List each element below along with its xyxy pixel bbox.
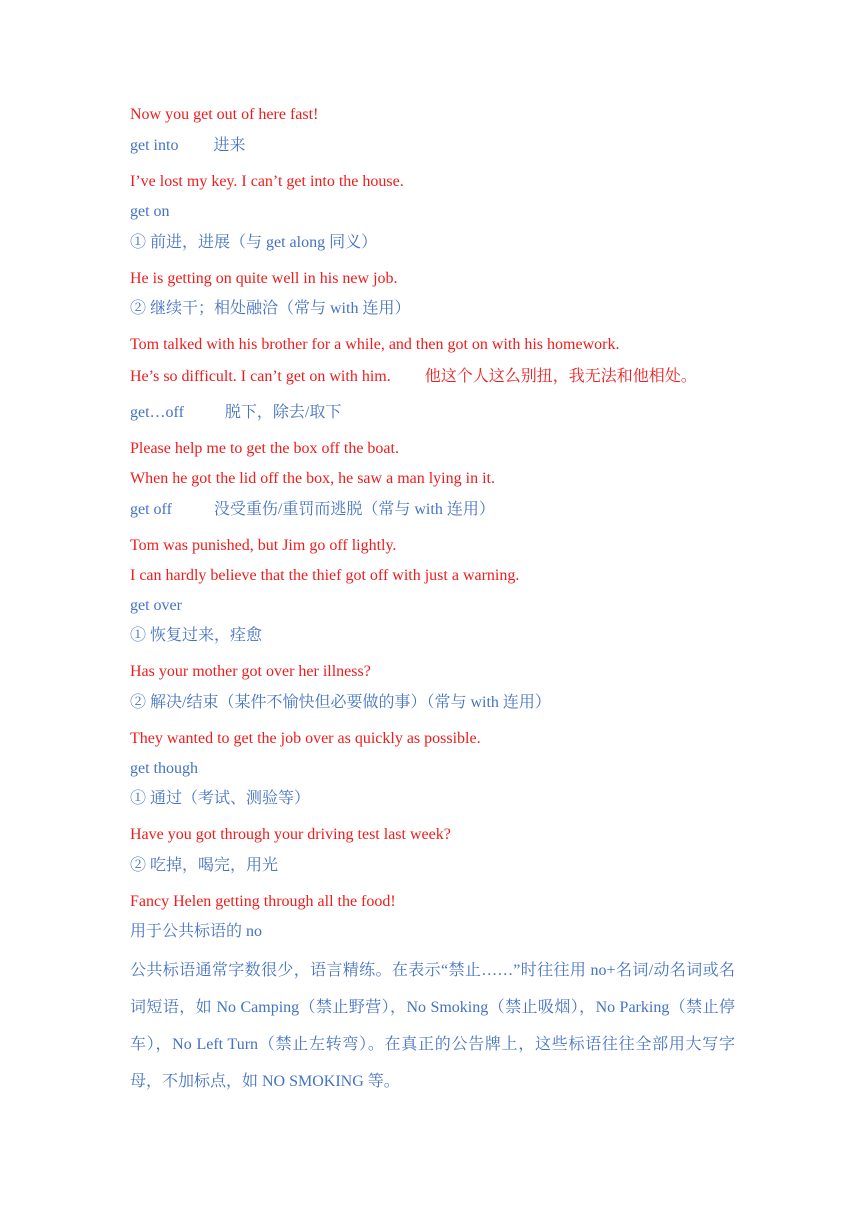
example-sentence: Now you get out of here fast! [130, 106, 319, 123]
sense-definition: ① 通过（考试、测验等） [130, 790, 311, 807]
phrase-entry [130, 136, 245, 156]
example-sentence: They wanted to get the job over as quickly as possible. [130, 730, 481, 747]
example-translation: 他这个人这么别扭，我无法和他相处。 [424, 368, 697, 385]
example-sentence: I’ve lost my key. I can’t get into the house. [130, 173, 404, 190]
example-sentence: Tom talked with his brother for a while, and then got on with his homework. [130, 336, 620, 353]
example-sentence [130, 367, 697, 387]
example-sentence: Fancy Helen getting through all the food! [130, 893, 396, 910]
phrase-entry: get though [130, 760, 198, 777]
sense-definition: ① 前进，进展（与 get along 同义） [130, 234, 378, 251]
example-text: He’s so difficult. I can’t get on with him. [130, 368, 391, 385]
phrase-meaning: 进来 [213, 137, 246, 154]
phrase-meaning: 没受重伤/重罚而逃脱（常与 with 连用） [213, 501, 495, 518]
example-sentence: When he got the lid off the box, he saw a man lying in it. [130, 470, 495, 487]
example-sentence: Have you got through your driving test last week? [130, 826, 451, 843]
example-sentence: He is getting on quite well in his new job. [130, 270, 398, 287]
sense-definition: ② 吃掉，喝完，用光 [130, 857, 279, 874]
phrase-entry [130, 403, 341, 423]
example-sentence: I can hardly believe that the thief got off with just a warning. [130, 567, 520, 584]
example-sentence: Tom was punished, but Jim go off lightly. [130, 537, 397, 554]
phrase-entry: get on [130, 203, 170, 220]
section-heading: 用于公共标语的 no [130, 923, 263, 940]
example-sentence: Has your mother got over her illness? [130, 663, 371, 680]
phrase-term: get…off [130, 404, 184, 421]
phrase-meaning: 脱下，除去/取下 [224, 404, 342, 421]
phrase-entry: get over [130, 597, 182, 614]
sense-definition: ① 恢复过来，痊愈 [130, 627, 263, 644]
phrase-term: get off [130, 501, 172, 518]
explanation-paragraph: 公共标语通常字数很少，语言精练。在表示“禁止……”时往往用 no+名词/动名词或名词短语，如 No Camping（禁止野营），No Smoking（禁止吸烟），No Parking（禁止停车），No Left Turn（禁止左转弯）。在真正的公告牌上，这些标语往往全部用大写字母，不加标点，如 NO SMOKING 等。 [130, 962, 735, 1090]
example-sentence: Please help me to get the box off the boat. [130, 440, 399, 457]
phrase-entry [130, 500, 495, 520]
sense-definition: ② 解决/结束（某件不愉快但必要做的事）（常与 with 连用） [130, 694, 551, 711]
phrase-term: get into [130, 137, 179, 154]
sense-definition: ② 继续干；相处融洽（常与 with 连用） [130, 300, 411, 317]
